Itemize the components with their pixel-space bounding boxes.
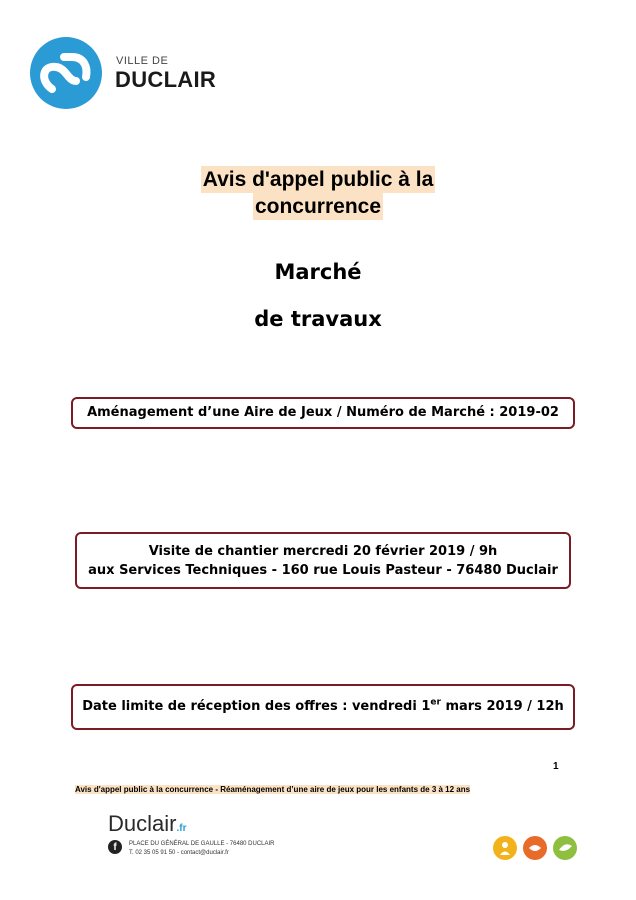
footer-address [129, 840, 275, 858]
footer-brand-name: Duclair [108, 811, 177, 836]
subtitle-line-2: de travaux [254, 307, 382, 331]
deadline-text-after: mars 2019 / 12h [440, 699, 564, 714]
deadline-box [71, 684, 575, 730]
subtitle-line-1: Marché [274, 260, 362, 284]
site-visit-box [75, 532, 571, 589]
leaf-badge-icon [553, 836, 577, 860]
facebook-icon[interactable]: f [108, 840, 122, 854]
footer-brand-suffix: .fr [176, 823, 187, 834]
deadline-ordinal: er [430, 697, 441, 708]
child-badge-icon [493, 836, 517, 860]
market-number-text: Aménagement d’une Aire de Jeux / Numéro de Marché : 2019-02 [87, 405, 559, 420]
duclair-logo [30, 37, 220, 112]
footer-address-line: PLACE DU GÉNÉRAL DE GAULLE - 76480 DUCLAIR [129, 841, 275, 847]
duclair-logo-icon [30, 37, 102, 109]
footer-document-title: Avis d'appel public à la concurrence - Réaménagement d’une aire de jeux pour les enfants de 3 à 12 ans [75, 785, 471, 794]
footer-contact-line: T. 02 35 05 91 50 - contact@duclair.fr [129, 850, 229, 856]
title-line-2: concurrence [254, 195, 382, 218]
logo-ville-de: VILLE DE [116, 55, 169, 67]
page-title [0, 166, 636, 220]
page-number: 1 [553, 761, 559, 772]
title-line-1: Avis d'appel public à la [202, 168, 434, 191]
footer-brand [108, 811, 186, 837]
logo-duclair: DUCLAIR [115, 67, 217, 92]
site-visit-line-1: Visite de chantier mercredi 20 février 2019 / 9h [148, 544, 498, 559]
fish-badge-icon [523, 836, 547, 860]
market-number-box [71, 397, 575, 429]
site-visit-line-2: aux Services Techniques - 160 rue Louis Pasteur - 76480 Duclair [88, 563, 558, 578]
deadline-text-before: Date limite de réception des offres : vendredi 1 [82, 699, 431, 714]
